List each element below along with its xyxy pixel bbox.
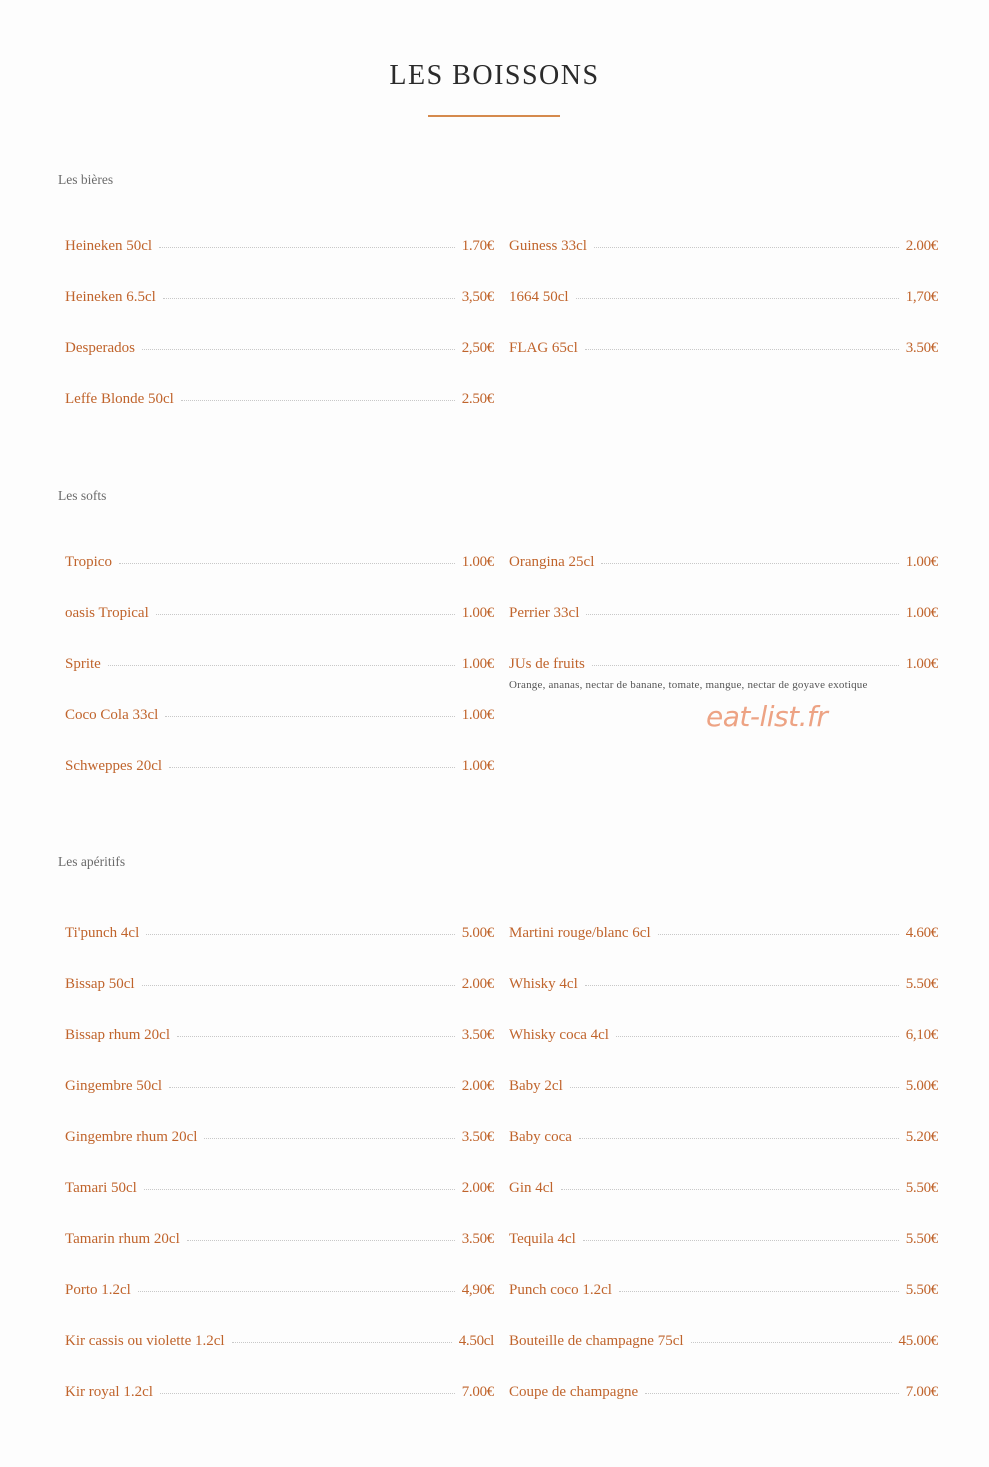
- menu-item: [65, 703, 494, 727]
- item-price: 3.50€: [905, 339, 938, 356]
- dotted-leader: [119, 563, 455, 564]
- dotted-leader: [163, 298, 455, 299]
- menu-item: [509, 1329, 938, 1353]
- menu-item: [65, 601, 494, 625]
- menu-item: [509, 921, 938, 945]
- item-price: 1.00€: [905, 553, 938, 570]
- item-price: 5.50€: [905, 1281, 938, 1298]
- item-price: 3.50€: [461, 1128, 494, 1145]
- menu-item: [65, 285, 494, 309]
- item-name: Baby 2cl: [509, 1077, 563, 1094]
- item-name: Bissap rhum 20cl: [65, 1026, 170, 1043]
- item-name: Gingembre rhum 20cl: [65, 1128, 198, 1145]
- item-price: 2.00€: [461, 975, 494, 992]
- dotted-leader: [570, 1087, 899, 1088]
- item-name: Porto 1.2cl: [65, 1281, 131, 1298]
- item-name: oasis Tropical: [65, 604, 149, 621]
- page-title: LES BOISSONS: [389, 60, 600, 91]
- item-price: 7.00€: [905, 1383, 938, 1400]
- menu-item: [65, 1176, 494, 1200]
- item-price: 2.00€: [461, 1077, 494, 1094]
- dotted-leader: [594, 247, 899, 248]
- item-name: Perrier 33cl: [509, 604, 580, 621]
- item-name: Punch coco 1.2cl: [509, 1281, 612, 1298]
- item-price: 4,90€: [461, 1281, 494, 1298]
- item-name: Whisky 4cl: [509, 975, 578, 992]
- dotted-leader: [601, 563, 898, 564]
- item-price: 2.50€: [461, 390, 494, 407]
- menu-item: [509, 336, 938, 360]
- item-price: 5.00€: [461, 924, 494, 941]
- dotted-leader: [177, 1036, 455, 1037]
- dotted-leader: [160, 1393, 455, 1394]
- menu-item: [65, 1125, 494, 1149]
- item-price: 1.00€: [905, 604, 938, 621]
- dotted-leader: [619, 1291, 899, 1292]
- item-name: Bissap 50cl: [65, 975, 135, 992]
- item-name: Martini rouge/blanc 6cl: [509, 924, 651, 941]
- dotted-leader: [204, 1138, 454, 1139]
- item-price: 1,70€: [905, 288, 938, 305]
- menu-item: [65, 921, 494, 945]
- menu-item: [65, 1227, 494, 1251]
- dotted-leader: [144, 1189, 455, 1190]
- dotted-leader: [616, 1036, 899, 1037]
- dotted-leader: [142, 985, 455, 986]
- item-name: Kir cassis ou violette 1.2cl: [65, 1332, 225, 1349]
- item-price: 2.00€: [461, 1179, 494, 1196]
- item-price: 4.50cl: [458, 1332, 494, 1349]
- menu-item: [65, 336, 494, 360]
- menu-item: [65, 1380, 494, 1404]
- item-name: Desperados: [65, 339, 135, 356]
- item-price: 3,50€: [461, 288, 494, 305]
- dotted-leader: [658, 934, 899, 935]
- section-title-bieres: Les bières: [58, 172, 114, 187]
- dotted-leader: [585, 349, 899, 350]
- item-name: Tamari 50cl: [65, 1179, 137, 1196]
- dotted-leader: [169, 1087, 455, 1088]
- item-name: Gingembre 50cl: [65, 1077, 163, 1094]
- dotted-leader: [108, 665, 455, 666]
- item-price: 5.50€: [905, 1230, 938, 1247]
- dotted-leader: [142, 349, 455, 350]
- item-name: Heineken 6.5cl: [65, 288, 156, 305]
- item-price: 6,10€: [905, 1026, 938, 1043]
- dotted-leader: [232, 1342, 452, 1343]
- item-name: Bouteille de champagne 75cl: [509, 1332, 684, 1349]
- item-price: 3.50€: [461, 1230, 494, 1247]
- menu-item: [509, 285, 938, 309]
- item-name: Coco Cola 33cl: [65, 706, 159, 723]
- dotted-leader: [645, 1393, 899, 1394]
- menu-item: [509, 1023, 938, 1047]
- dotted-leader: [159, 247, 455, 248]
- item-name: Sprite: [65, 655, 101, 672]
- menu-item: [509, 1074, 938, 1098]
- dotted-leader: [138, 1291, 455, 1292]
- item-price: 1.00€: [905, 655, 938, 672]
- item-name: Baby coca: [509, 1128, 572, 1145]
- item-price: 5.00€: [905, 1077, 938, 1094]
- dotted-leader: [181, 400, 455, 401]
- item-name: JUs de fruits: [509, 655, 585, 672]
- menu-item: [509, 972, 938, 996]
- menu-item: [509, 601, 938, 625]
- item-name: Heineken 50cl: [65, 237, 153, 254]
- item-price: 2,50€: [461, 339, 494, 356]
- item-price: 1.00€: [461, 604, 494, 621]
- menu-item: [65, 550, 494, 574]
- section-title-softs: Les softs: [58, 488, 107, 503]
- menu-item: [65, 387, 494, 411]
- menu-item: [65, 1329, 494, 1353]
- menu-item: [509, 1176, 938, 1200]
- dotted-leader: [585, 985, 899, 986]
- watermark: eat-list.fr: [706, 700, 828, 733]
- item-name: Coupe de champagne: [509, 1383, 639, 1400]
- dotted-leader: [592, 665, 899, 666]
- menu-item: [65, 754, 494, 778]
- item-price: 1.00€: [461, 757, 494, 774]
- dotted-leader: [165, 716, 454, 717]
- item-price: 45.00€: [898, 1332, 938, 1349]
- item-price: 1.00€: [461, 655, 494, 672]
- item-price: 5.20€: [905, 1128, 938, 1145]
- item-name: Tequila 4cl: [509, 1230, 576, 1247]
- item-name: 1664 50cl: [509, 288, 569, 305]
- dotted-leader: [146, 934, 454, 935]
- menu-item: [65, 1278, 494, 1302]
- item-price: 1.00€: [461, 706, 494, 723]
- menu-item: [509, 1278, 938, 1302]
- item-name: Kir royal 1.2cl: [65, 1383, 153, 1400]
- menu-item: [509, 234, 938, 258]
- item-name: Gin 4cl: [509, 1179, 554, 1196]
- item-price: 7.00€: [461, 1383, 494, 1400]
- menu-item: [65, 652, 494, 676]
- item-price: 4.60€: [905, 924, 938, 941]
- dotted-leader: [576, 298, 899, 299]
- menu-item: [509, 1227, 938, 1251]
- item-description: Orange, ananas, nectar de banane, tomate, mangue, nectar de goyave exotique: [509, 679, 868, 691]
- dotted-leader: [156, 614, 455, 615]
- item-name: Ti'punch 4cl: [65, 924, 140, 941]
- item-name: Whisky coca 4cl: [509, 1026, 609, 1043]
- item-price: 3.50€: [461, 1026, 494, 1043]
- dotted-leader: [691, 1342, 892, 1343]
- item-name: Leffe Blonde 50cl: [65, 390, 174, 407]
- menu-item: [65, 1023, 494, 1047]
- menu-item: [509, 1380, 938, 1404]
- dotted-leader: [586, 614, 898, 615]
- item-price: 5.50€: [905, 975, 938, 992]
- dotted-leader: [187, 1240, 455, 1241]
- title-underline: [428, 115, 560, 117]
- item-price: 5.50€: [905, 1179, 938, 1196]
- menu-item: [509, 550, 938, 574]
- dotted-leader: [579, 1138, 899, 1139]
- item-price: 1.70€: [461, 237, 494, 254]
- item-name: FLAG 65cl: [509, 339, 578, 356]
- section-title-aperitifs: Les apéritifs: [58, 854, 126, 869]
- dotted-leader: [169, 767, 455, 768]
- menu-item: [65, 972, 494, 996]
- menu-item: [509, 1125, 938, 1149]
- item-price: 2.00€: [905, 237, 938, 254]
- menu-item: [65, 234, 494, 258]
- item-price: 1.00€: [461, 553, 494, 570]
- item-name: Guiness 33cl: [509, 237, 587, 254]
- dotted-leader: [583, 1240, 899, 1241]
- item-name: Schweppes 20cl: [65, 757, 163, 774]
- item-name: Tropico: [65, 553, 112, 570]
- item-name: Tamarin rhum 20cl: [65, 1230, 180, 1247]
- menu-item: [65, 1074, 494, 1098]
- dotted-leader: [561, 1189, 899, 1190]
- item-name: Orangina 25cl: [509, 553, 595, 570]
- menu-item: [509, 652, 938, 676]
